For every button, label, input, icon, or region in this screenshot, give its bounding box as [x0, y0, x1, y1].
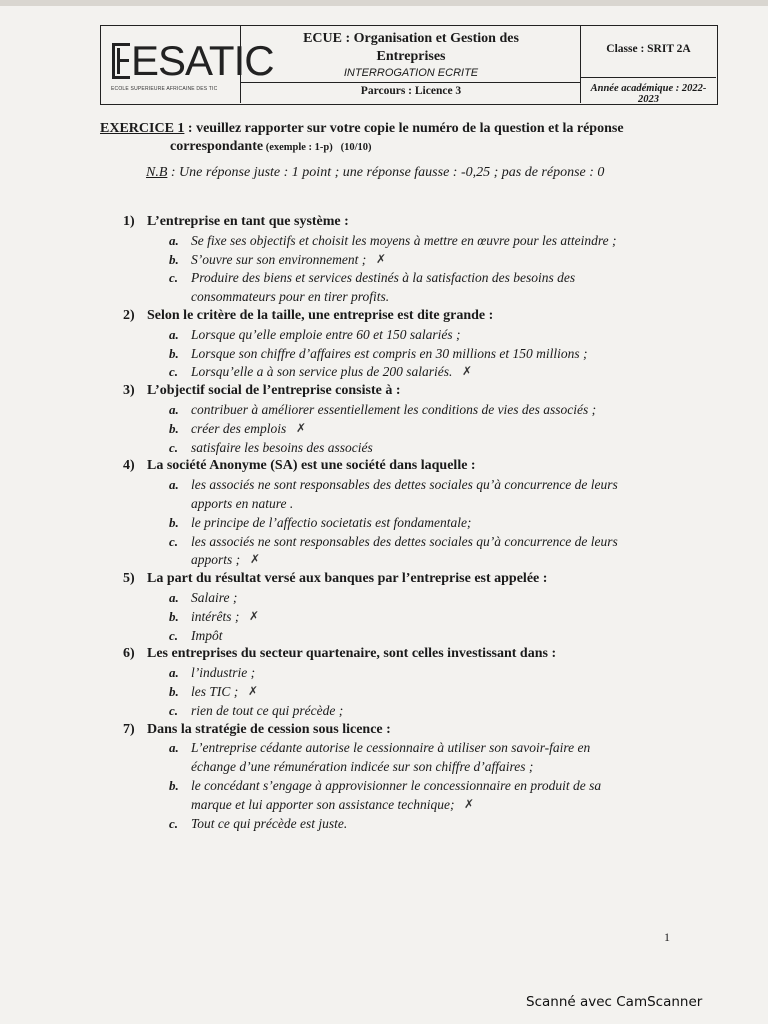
- option-text: le principe de l’affectio societatis est fondamentale;: [191, 514, 472, 530]
- question-number: 2): [123, 308, 135, 323]
- instruction-part2: correspondante: [170, 139, 264, 154]
- option-text: les associés ne sont responsables des dettes sociales qu’à concurrence de leurs: [191, 533, 618, 549]
- option-text: marque et lui apporter son assistance technique;: [191, 796, 455, 812]
- handwritten-check-mark: ✗: [376, 251, 387, 266]
- option-text: les associés ne sont responsables des dettes sociales qu’à concurrence de leurs: [191, 477, 618, 493]
- option-text: intérêts ;: [191, 608, 240, 624]
- option-letter: a.: [169, 477, 179, 493]
- option-text: satisfaire les besoins des associés: [191, 439, 373, 455]
- question-text: La société Anonyme (SA) est une société dans laquelle :: [147, 458, 476, 474]
- option-letter: b.: [169, 514, 179, 530]
- option-letter: c.: [169, 815, 179, 831]
- grading-note: [146, 165, 706, 181]
- question-text: Dans la stratégie de cession sous licence :: [147, 721, 391, 737]
- option-letter: b.: [169, 684, 179, 699]
- ecue-title-line1: ECUE : Organisation et Gestion des: [303, 31, 519, 46]
- question-text: Les entreprises du secteur quartenaire, sont celles investissant dans :: [147, 646, 557, 662]
- option-letter: a.: [169, 665, 179, 681]
- option-letter: b.: [169, 608, 179, 624]
- option-text: l’industrie ;: [191, 665, 256, 681]
- option-text: les TIC ;: [191, 684, 239, 699]
- question-text: Selon le critère de la taille, une entreprise est dite grande :: [147, 308, 494, 323]
- option-letter: a.: [169, 740, 179, 756]
- option-text: Salaire ;: [191, 590, 238, 605]
- logo-e-mark-icon: [111, 38, 133, 84]
- ecue-title: [241, 30, 581, 66]
- question-text: L’entreprise en tant que système :: [147, 214, 349, 229]
- option-letter: b.: [169, 778, 179, 793]
- ecue-cell: [241, 26, 581, 103]
- esatic-logo: [111, 37, 274, 84]
- exercise-instruction-cont: [170, 139, 730, 155]
- option-text: Lorsque son chiffre d’affaires est compris en 30 millions et 150 millions ;: [191, 345, 588, 361]
- instruction-example: (exemple : 1-p): [263, 142, 333, 153]
- exercise-instruction: [100, 121, 720, 137]
- nb-label: N.B: [146, 165, 168, 180]
- classe-cell: [581, 26, 716, 78]
- nb-text: : Une réponse juste : 1 point ; une réponse fausse : -0,25 ; pas de réponse : 0: [167, 165, 605, 180]
- option-letter: a.: [169, 232, 179, 248]
- option-text: S’ouvre sur son environnement ;: [191, 251, 367, 267]
- ecue-title-block: [241, 26, 581, 83]
- option-text: consommateurs pour en tirer profits.: [191, 289, 390, 305]
- logo-text: ESATIC: [131, 37, 274, 84]
- handwritten-check-mark: ✗: [250, 552, 261, 567]
- question-number: 5): [123, 571, 135, 587]
- question-number: 7): [123, 721, 135, 737]
- question-number: 6): [123, 646, 135, 662]
- question-number: 3): [123, 383, 135, 399]
- option-letter: a.: [169, 590, 179, 605]
- option-text: L’entreprise cédante autorise le cessionnaire à utiliser son savoir-faire en: [191, 740, 591, 756]
- option-letter: c.: [169, 364, 179, 380]
- option-text: Lorsque qu’elle emploie entre 60 et 150 salariés ;: [191, 326, 461, 342]
- scan-edge: [0, 0, 768, 6]
- option-text: contribuer à améliorer essentiellement les conditions de vies des associés ;: [191, 402, 597, 417]
- handwritten-check-mark: ✗: [464, 796, 475, 811]
- option-text: Impôt: [191, 627, 223, 643]
- option-letter: c.: [169, 270, 179, 286]
- option-letter: c.: [169, 702, 179, 718]
- logo-tagline: ECOLE SUPERIEURE AFRICAINE DES TIC: [111, 86, 218, 92]
- option-text: Tout ce qui précède est juste.: [191, 815, 348, 831]
- header-table: [100, 25, 718, 105]
- option-letter: c.: [169, 533, 179, 549]
- parcours: Parcours : Licence 3: [360, 85, 462, 97]
- option-text: échange d’une rémunération indicée sur son chiffre d’affaires ;: [191, 759, 534, 775]
- handwritten-check-mark: ✗: [248, 684, 259, 698]
- exercise-score: (10/10): [332, 142, 372, 153]
- option-text: rien de tout ce qui précède ;: [191, 702, 344, 718]
- option-letter: c.: [169, 627, 179, 643]
- option-letter: c.: [169, 439, 179, 455]
- annee-cell: [581, 78, 716, 103]
- question-text: L’objectif social de l’entreprise consiste à :: [147, 383, 401, 399]
- handwritten-check-mark: ✗: [462, 364, 473, 379]
- handwritten-check-mark: ✗: [296, 420, 307, 435]
- exercise-title: EXERCICE 1: [100, 121, 185, 136]
- option-text: créer des emplois: [191, 420, 287, 436]
- option-letter: b.: [169, 251, 179, 267]
- exam-type: INTERROGATION ECRITE: [343, 67, 479, 79]
- option-letter: a.: [169, 402, 179, 417]
- option-letter: b.: [169, 420, 179, 436]
- option-text: Lorsqu’elle a à son service plus de 200 salariés.: [191, 364, 453, 380]
- ecue-title-line2: Entreprises: [376, 49, 446, 64]
- question-text: La part du résultat versé aux banques par l’entreprise est appelée :: [147, 571, 548, 587]
- option-text: apports en nature .: [191, 495, 294, 511]
- annee-academique: Année académique : 2022-2023: [590, 83, 707, 105]
- scanner-watermark: Scanné avec CamScanner: [526, 994, 703, 1010]
- question-number: 1): [123, 214, 135, 229]
- option-text: Produire des biens et services destinés à la satisfaction des besoins des: [191, 270, 576, 286]
- option-text: Se fixe ses objectifs et choisit les moyens à mettre en œuvre pour les atteindre ;: [191, 232, 617, 248]
- option-text: apports ;: [191, 552, 241, 568]
- option-letter: b.: [169, 345, 179, 361]
- page-number: 1: [664, 930, 670, 944]
- instruction-part1: : veuillez rapporter sur votre copie le numéro de la question et la réponse: [184, 121, 624, 136]
- logo-cell: [101, 26, 274, 103]
- option-letter: a.: [169, 326, 179, 342]
- handwritten-check-mark: ✗: [249, 608, 260, 623]
- option-text: le concédant s’engage à approvisionner le concessionnaire en produit de sa: [191, 778, 602, 793]
- question-number: 4): [123, 458, 135, 474]
- classe: Classe : SRIT 2A: [606, 43, 691, 55]
